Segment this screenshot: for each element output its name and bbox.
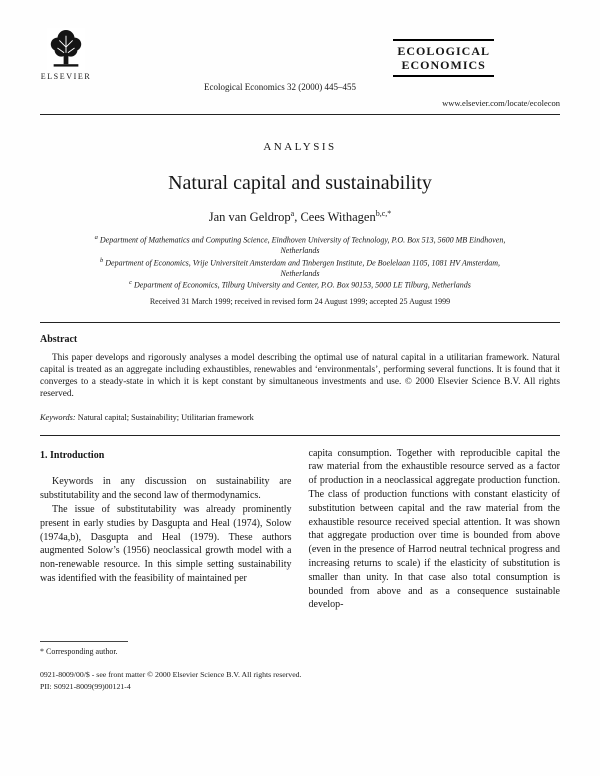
author-affiliation-marker-1: a	[290, 209, 295, 218]
left-column	[40, 447, 292, 657]
body-paragraph: The issue of substitutability was already prominently present in early studies by Dasgupta and Heal (1974), Solow (1974a,b), Dasgupta and Heal (1979). These authors augmented Solow’s (1956) neoclassical growth model with a non-renewable resource. In this simple setting sustainability was identified with the feasibility of maintained per	[40, 504, 292, 585]
keywords-text: Natural capital; Sustainability; Utilitarian framework	[75, 412, 254, 422]
affiliation-text-c: Department of Economics, Tilburg University and Center, P.O. Box 90153, 5000 LE Tilburg, Netherlands	[132, 280, 471, 290]
affiliation-line-a	[80, 234, 520, 256]
authors-line	[40, 209, 560, 225]
right-column	[309, 447, 561, 657]
corresponding-author-footnote	[40, 641, 128, 657]
author-name-2: Cees Withagen	[300, 210, 376, 225]
author-name-1: Jan van Geldrop	[208, 210, 291, 225]
journal-header	[40, 28, 560, 114]
affiliation-marker-b: b	[99, 256, 104, 264]
elsevier-tree-logo-icon	[47, 28, 85, 70]
keywords-line	[40, 413, 560, 422]
journal-citation: Ecological Economics 32 (2000) 445–455	[204, 82, 356, 92]
abstract-top-rule	[40, 322, 560, 323]
journal-url-link[interactable]: www.elsevier.com/locate/ecolecon	[442, 98, 560, 108]
page-footer	[40, 669, 560, 693]
keywords-bottom-rule	[40, 435, 560, 436]
elsevier-logo-block	[40, 28, 92, 81]
abstract-text: This paper develops and rigorously analyses a model describing the optimal use of natural capital in a utilitarian framework. Natural capital is treated as an aggregate including exhaustibles, renewables and ‘environmentals’, performing several functions. It is found that it converges to a steady-state in which it is kept constant by simultaneous investments and use. © 2000 Elsevier Science B.V. All rights reserved.	[40, 353, 560, 399]
copyright-line: 0921-8009/00/$ - see front matter © 2000 Elsevier Science B.V. All rights reserved.	[40, 669, 302, 679]
abstract-heading: Abstract	[40, 334, 78, 346]
two-column-body	[40, 447, 560, 657]
journal-logo-line2: ECONOMICS	[401, 58, 486, 73]
received-dates-line: Received 31 March 1999; received in revised form 24 August 1999; accepted 25 August 1999	[149, 297, 451, 307]
elsevier-wordmark: ELSEVIER	[40, 72, 92, 81]
journal-logo-line1: ECOLOGICAL	[397, 44, 490, 58]
affiliation-text-b: Department of Economics, Vrije Universiteit Amsterdam and Tinbergen Institute, De Boelelaan 1105, 1081 HV Amsterdam, Netherlands	[103, 258, 500, 278]
affiliations-block	[80, 234, 520, 291]
affiliation-marker-c: c	[129, 279, 133, 287]
affiliation-line-c	[80, 279, 520, 291]
affiliation-line-b	[80, 257, 520, 279]
pii-line: PII: S0921-8009(99)00121-4	[40, 681, 131, 691]
affiliation-text-a: Department of Mathematics and Computing Science, Eindhoven University of Technology, P.O. Box 513, 5600 MB Eindhoven, Netherlands	[97, 235, 506, 256]
keywords-label: Keywords:	[40, 412, 76, 422]
footnote-text: * Corresponding author.	[40, 646, 118, 656]
author-separator: ,	[294, 210, 301, 225]
section-label: ANALYSIS	[263, 141, 337, 153]
affiliation-marker-a: a	[94, 234, 98, 242]
article-title: Natural capital and sustainability	[168, 172, 432, 194]
header-rule	[40, 114, 560, 115]
footnote-rule	[40, 641, 128, 642]
body-paragraph: capita consumption. Together with reproducible capital the raw material from the exhaustible resource served as a factor of production in a neoclassical aggregate production function. The class of production functions with constant elasticity of substitution between capital and the raw material from the exhaustible resource received special attention. It was shown that aggregate production over time is bounded from above (even in the presence of Harrod neutral technical progress and increasing returns to scale) if the elasticity of substitution is smaller than unity. In that case also total consumption is bounded from above and as a consequence sustainable develop-	[308, 447, 560, 611]
section-heading-introduction: 1. Introduction	[40, 449, 105, 461]
body-paragraph: Keywords in any discussion on sustainability are substitutability and the second law of thermodynamics.	[40, 476, 292, 502]
author-affiliation-marker-2: b,c,*	[375, 209, 392, 218]
journal-logo	[393, 39, 494, 77]
